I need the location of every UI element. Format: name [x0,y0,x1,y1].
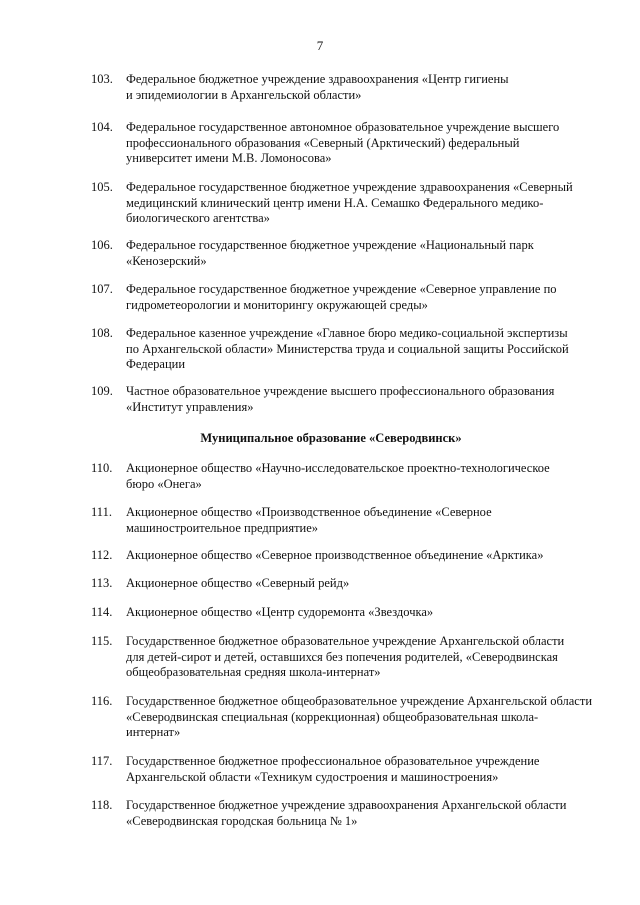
item-line: профессионального образования «Северный (Арктический) федеральный [126,135,520,150]
item-number: 116. [91,694,113,708]
item-line: Акционерное общество «Центр судоремонта «Звездочка» [126,605,434,619]
item-number: 118. [91,798,113,812]
item-text [126,754,596,785]
item-text [126,180,596,227]
item-number: 108. [91,326,113,340]
item-line: Акционерное общество «Научно-исследовательское проектно-технологическое [126,461,550,475]
item-line: университет имени М.В. Ломоносова» [126,151,332,166]
item-line: бюро «Онега» [126,476,202,491]
item-line: Федеральное государственное бюджетное учреждение «Национальный парк [126,238,534,252]
item-line: Федеральное государственное бюджетное учреждение «Северное управление по [126,282,557,296]
item-text [126,384,596,415]
page-number: 7 [316,38,324,53]
item-line: Федеральное казенное учреждение «Главное бюро медико-социальной экспертизы [126,326,568,340]
item-line: Государственное бюджетное учреждение здравоохранения Архангельской области [126,798,567,812]
item-line: Государственное бюджетное образовательное учреждение Архангельской области [126,634,565,648]
item-line: «Кенозерский» [126,253,207,268]
item-text [126,605,596,621]
item-line: и эпидемиологии в Архангельской области» [126,87,362,102]
item-number: 103. [91,72,113,86]
item-line: Федеральное государственное автономное образовательное учреждение высшего [126,120,560,134]
item-line: Федеральное бюджетное учреждение здравоохранения «Центр гигиены [126,72,509,86]
item-number: 112. [91,548,113,562]
item-line: Акционерное общество «Северный рейд» [126,576,350,590]
item-text [126,548,596,564]
item-text [126,120,596,167]
item-number: 115. [91,634,113,648]
item-line: «Северодвинская специальная (коррекционная) общеобразовательная школа- [126,709,539,724]
item-number: 114. [91,605,113,619]
item-number: 104. [91,120,113,134]
item-line: по Архангельской области» Министерства труда и социальной защиты Российской [126,341,569,356]
item-number: 105. [91,180,113,194]
item-line: «Институт управления» [126,399,254,414]
item-line: Федерации [126,357,186,372]
item-line: интернат» [126,725,181,740]
item-number: 107. [91,282,113,296]
item-number: 111. [91,505,112,519]
item-line: биологического агентства» [126,211,270,226]
item-line: Частное образовательное учреждение высшего профессионального образования [126,384,555,398]
item-line: гидрометеорологии и мониторингу окружающей среды» [126,297,428,312]
item-line: Архангельской области «Техникум судостроения и машиностроения» [126,769,499,784]
item-text [126,798,596,829]
item-line: Государственное бюджетное общеобразовательное учреждение Архангельской области [126,694,593,708]
item-text [126,505,596,536]
item-text [126,576,596,592]
item-text [126,634,596,681]
item-number: 110. [91,461,113,475]
section-heading: Муниципальное образование «Северодвинск» [200,431,462,445]
item-text [126,72,596,103]
item-text [126,694,596,741]
item-line: Акционерное общество «Производственное объединение «Северное [126,505,492,519]
item-line: «Северодвинская городская больница № 1» [126,813,358,828]
item-line: общеобразовательная средняя школа-интернат» [126,665,381,680]
item-line: Федеральное государственное бюджетное учреждение здравоохранения «Северный [126,180,573,194]
item-line: Акционерное общество «Северное производственное объединение «Арктика» [126,548,544,562]
item-number: 109. [91,384,113,398]
item-number: 113. [91,576,113,590]
item-line: для детей-сирот и детей, оставшихся без попечения родителей, «Северодвинская [126,649,558,664]
item-text [126,461,596,492]
item-line: Государственное бюджетное профессиональное образовательное учреждение [126,754,540,768]
item-line: машиностроительное предприятие» [126,520,319,535]
item-text [126,282,596,313]
item-text [126,238,596,269]
item-line: медицинский клинический центр имени Н.А. Семашко Федерального медико- [126,195,544,210]
item-number: 117. [91,754,113,768]
item-text [126,326,596,373]
item-number: 106. [91,238,113,252]
